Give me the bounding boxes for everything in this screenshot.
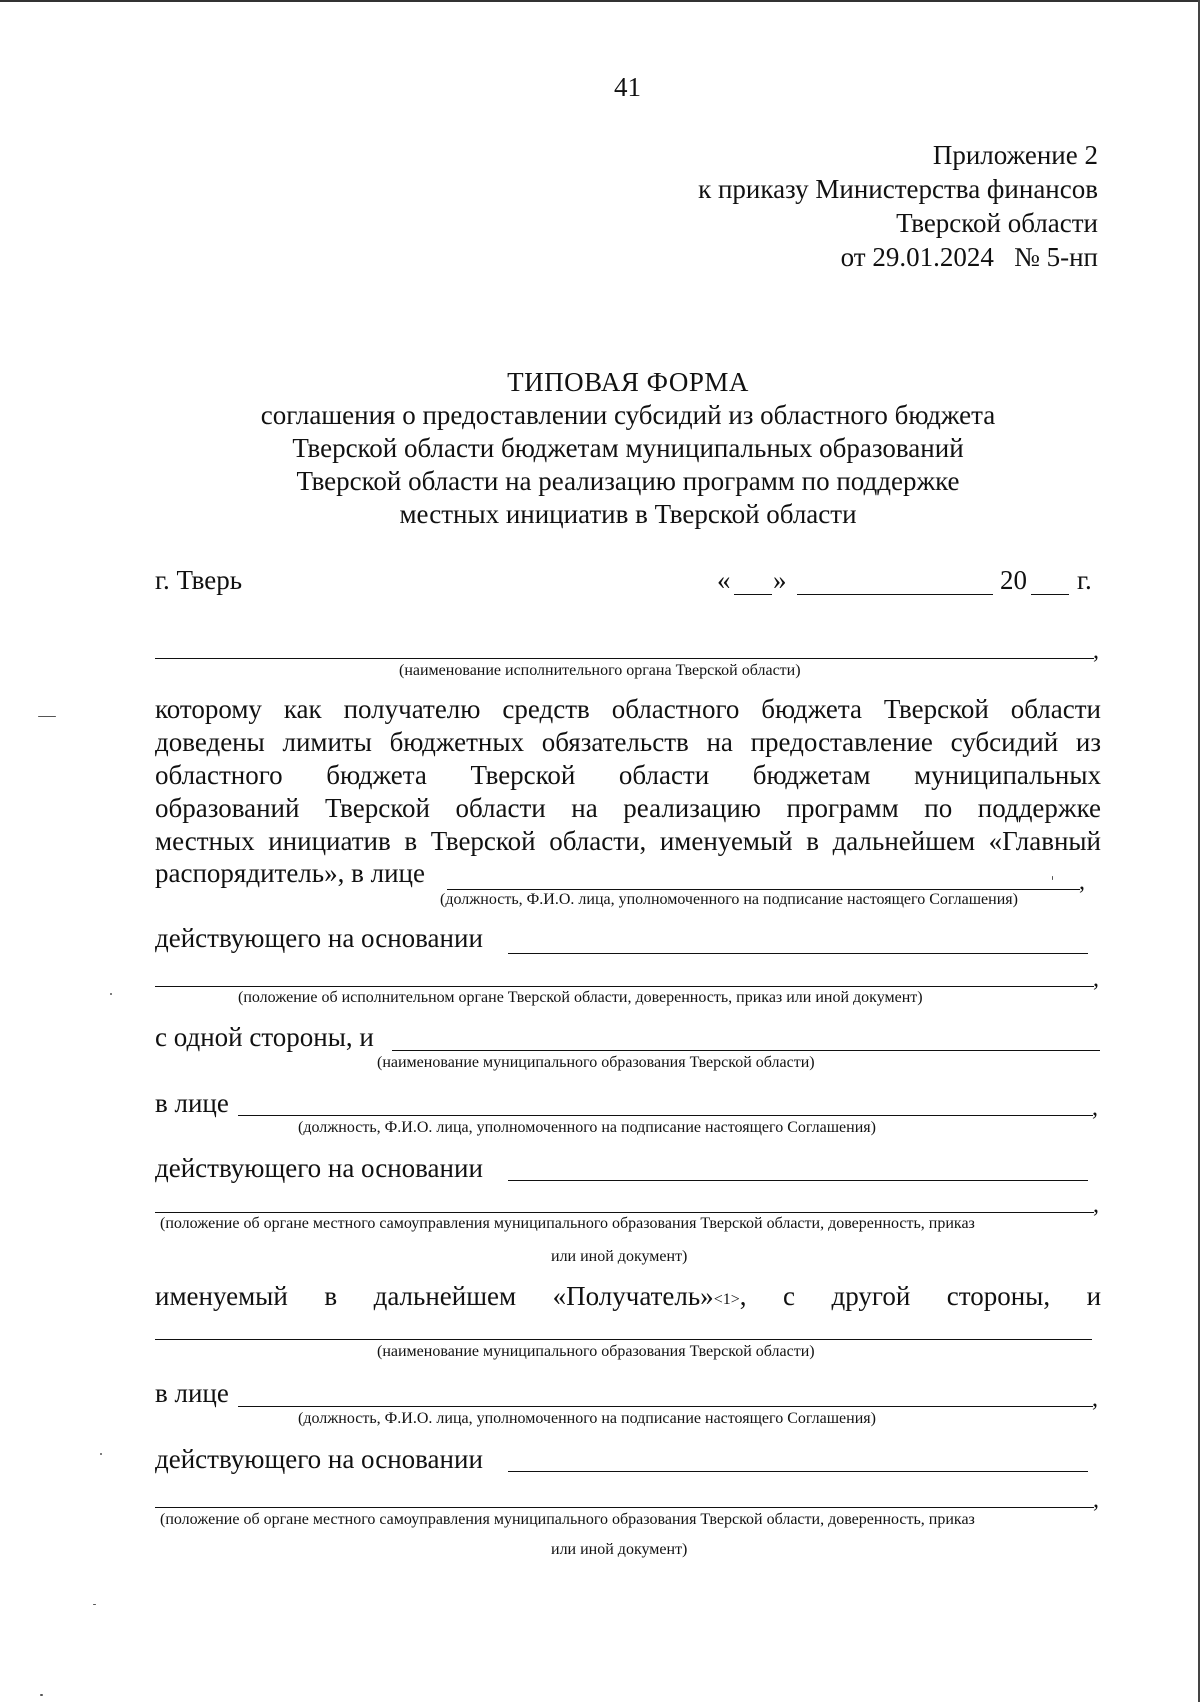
appendix-line-4: от 29.01.2024 № 5-нп	[840, 242, 1098, 272]
party-one-caption: (наименование муниципального образования Тверской области)	[377, 1054, 815, 1071]
comma: ,	[1093, 638, 1099, 664]
recipient-word: в	[324, 1281, 338, 1311]
party-one-line[interactable]	[392, 1050, 1100, 1051]
comma: ,	[1079, 869, 1085, 895]
recipient-word: дальнейшем	[373, 1281, 517, 1311]
paragraph-line-3: областного бюджета Тверской области бюджетам муниципальных	[155, 760, 1101, 790]
paragraph-line-4: образований Тверской области на реализацию программ по поддержке	[155, 793, 1101, 823]
main-person-line[interactable]	[447, 889, 1080, 890]
basis-2-label: действующего на основании	[155, 1153, 483, 1183]
comma: ,	[1093, 966, 1099, 992]
basis-2-caption-line-1: (положение об органе местного самоуправления муниципального образования Тверской области, доверенность, приказ	[160, 1215, 975, 1232]
appendix-block	[698, 138, 1098, 274]
party-one-label: с одной стороны, и	[155, 1022, 374, 1052]
recipient-word: стороны,	[946, 1281, 1051, 1311]
main-person-caption: (должность, Ф.И.О. лица, уполномоченного на подписание настоящего Соглашения)	[440, 891, 1018, 908]
person-3-label: в лице	[155, 1378, 229, 1408]
recipient-word: с	[783, 1281, 795, 1311]
form-title-line-2: Тверской области бюджетам муниципальных образований	[292, 433, 964, 463]
comma: ,	[1092, 1386, 1098, 1412]
scan-edge-top	[0, 0, 1200, 2]
form-title-line-3: Тверской области на реализацию программ по поддержке	[296, 466, 960, 496]
comma: ,	[1092, 1095, 1098, 1121]
quote-close: »	[773, 565, 787, 595]
basis-1-caption: (положение об исполнительном органе Тверской области, доверенность, приказ или иной документ)	[238, 989, 923, 1006]
person-2-caption: (должность, Ф.И.О. лица, уполномоченного на подписание настоящего Соглашения)	[298, 1119, 876, 1136]
paragraph-line-5: местных инициатив в Тверской области, именуемый в дальнейшем «Главный	[155, 826, 1101, 856]
recipient-word: именуемый	[155, 1281, 288, 1311]
footnote-marker: <1>	[713, 1291, 740, 1308]
comma: ,	[1093, 1192, 1099, 1218]
basis-1-label: действующего на основании	[155, 923, 483, 953]
year-suffix: г.	[1077, 565, 1092, 595]
month-blank-line[interactable]	[797, 594, 993, 595]
basis-2-caption-line-2: или иной документ)	[551, 1248, 688, 1265]
scan-speck	[40, 1694, 43, 1696]
day-blank-line[interactable]	[734, 594, 772, 595]
recipient-word: и	[1086, 1281, 1102, 1311]
form-heading: ТИПОВАЯ ФОРМА	[507, 367, 749, 397]
executive-body-line[interactable]	[155, 658, 1094, 659]
basis-3-line-b[interactable]	[155, 1507, 1094, 1508]
person-2-line[interactable]	[238, 1115, 1093, 1116]
form-title	[155, 366, 1101, 531]
recipient-word: «Получатель»	[552, 1281, 714, 1311]
recipient-word: ,	[739, 1281, 784, 1311]
main-person-label: распорядитель», в лице	[155, 858, 425, 888]
form-title-line-4: местных инициатив в Тверской области	[399, 499, 857, 529]
city-label: г. Тверь	[155, 565, 243, 595]
recipient-line-blank[interactable]	[155, 1339, 1092, 1340]
recipient-word: другой	[831, 1281, 911, 1311]
basis-1-line-a[interactable]	[508, 953, 1088, 954]
year-prefix: 20	[1000, 565, 1027, 595]
executive-body-caption: (наименование исполнительного органа Тверской области)	[399, 662, 801, 679]
basis-1-line-b[interactable]	[155, 986, 1094, 987]
scan-speck	[93, 1604, 96, 1605]
scan-speck	[1052, 876, 1053, 880]
appendix-line-1: Приложение 2	[932, 140, 1098, 170]
basis-3-line-a[interactable]	[508, 1471, 1088, 1472]
recipient-line	[155, 1281, 1101, 1312]
basis-2-line-b[interactable]	[155, 1212, 1094, 1213]
recipient-caption: (наименование муниципального образования Тверской области)	[377, 1343, 815, 1360]
scan-speck	[100, 1453, 102, 1455]
person-3-line[interactable]	[238, 1406, 1093, 1407]
person-3-caption: (должность, Ф.И.О. лица, уполномоченного на подписание настоящего Соглашения)	[298, 1410, 876, 1427]
scan-speck	[110, 993, 112, 995]
appendix-line-3: Тверской области	[896, 208, 1098, 238]
page-number: 41	[614, 72, 641, 102]
year-blank-line[interactable]	[1031, 594, 1069, 595]
basis-2-line-a[interactable]	[508, 1180, 1088, 1181]
basis-3-caption-line-2: или иной документ)	[551, 1541, 688, 1558]
paragraph-line-2: доведены лимиты бюджетных обязательств на предоставление субсидий из	[155, 727, 1101, 757]
paragraph-line-1: которому как получателю средств областного бюджета Тверской области	[155, 694, 1101, 724]
form-title-line-1: соглашения о предоставлении субсидий из областного бюджета	[260, 400, 996, 430]
appendix-line-2: к приказу Министерства финансов	[698, 174, 1098, 204]
person-2-label: в лице	[155, 1088, 229, 1118]
basis-3-label: действующего на основании	[155, 1444, 483, 1474]
comma: ,	[1093, 1487, 1099, 1513]
main-paragraph	[155, 693, 1101, 858]
scan-speck	[38, 716, 56, 717]
quote-open: «	[717, 565, 731, 595]
basis-3-caption-line-1: (положение об органе местного самоуправления муниципального образования Тверской области, доверенность, приказ	[160, 1511, 975, 1528]
